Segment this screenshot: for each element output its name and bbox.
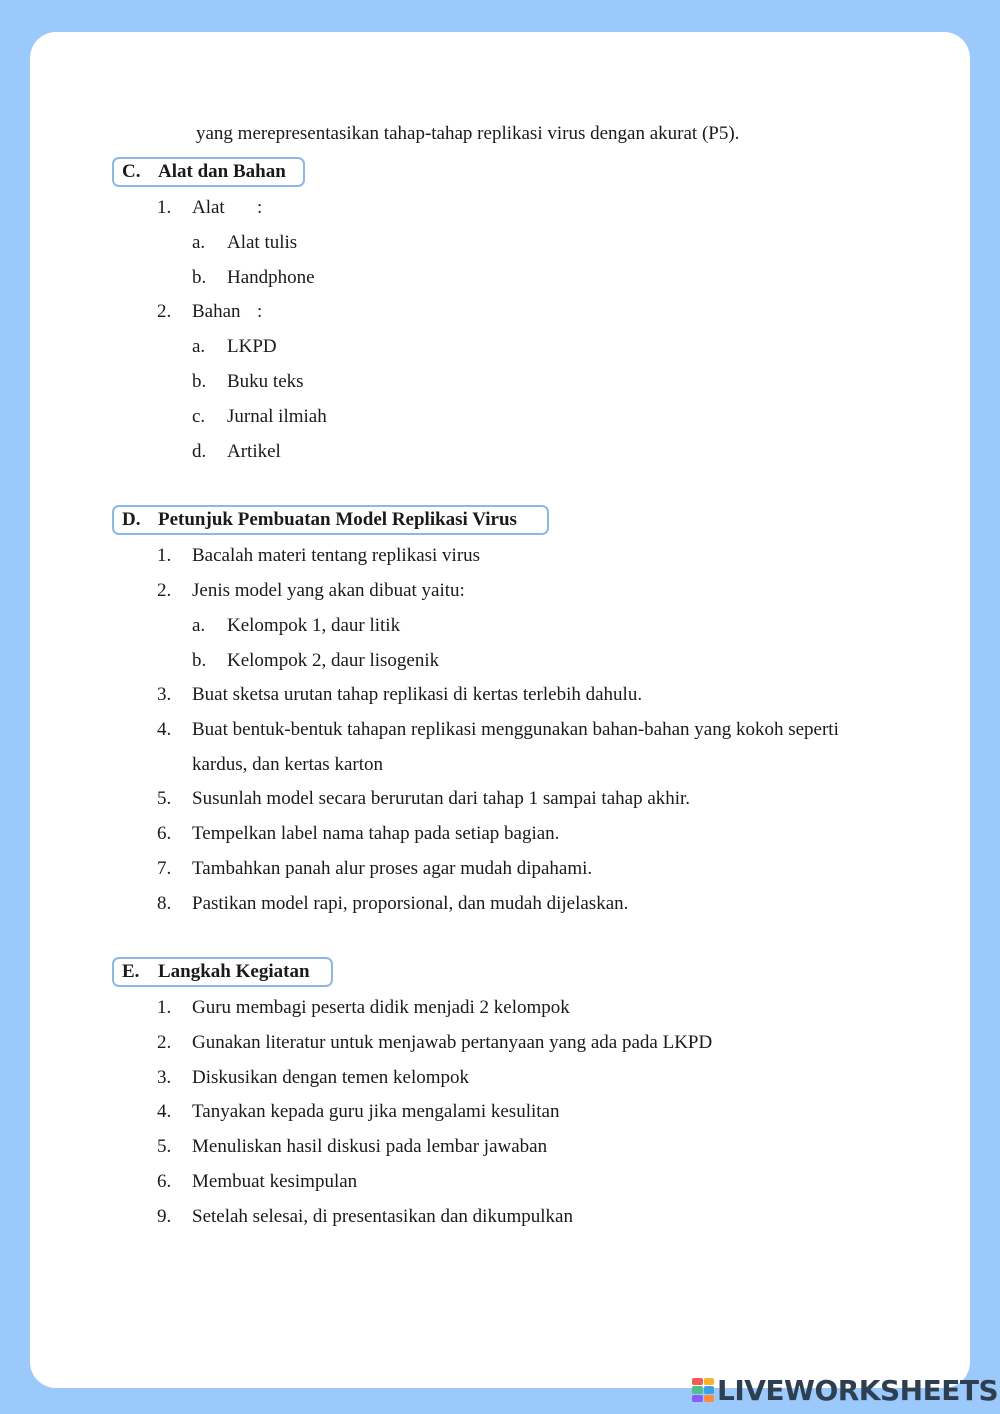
list-text: Buat sketsa urutan tahap replikasi di kertas terlebih dahulu. bbox=[192, 684, 643, 705]
sub-text: Jurnal ilmiah bbox=[227, 406, 327, 427]
group-label: Bahan bbox=[192, 301, 241, 322]
list-number: 1. bbox=[157, 197, 172, 218]
sub-text: Handphone bbox=[227, 267, 315, 288]
section-d-heading bbox=[112, 505, 549, 535]
list-number: 4. bbox=[157, 719, 172, 740]
section-c-heading bbox=[112, 157, 305, 187]
sub-letter: b. bbox=[192, 267, 207, 288]
list-text: Bacalah materi tentang replikasi virus bbox=[192, 545, 481, 566]
list-number: 9. bbox=[157, 1206, 172, 1227]
group-colon: : bbox=[257, 197, 263, 218]
list-text: Susunlah model secara berurutan dari tahap 1 sampai tahap akhir. bbox=[192, 788, 691, 809]
logo-block bbox=[692, 1395, 703, 1402]
section-e-title: Langkah Kegiatan bbox=[158, 961, 310, 982]
section-d-title: Petunjuk Pembuatan Model Replikasi Virus bbox=[158, 509, 517, 530]
sub-letter: b. bbox=[192, 371, 207, 392]
logo-block bbox=[704, 1378, 715, 1385]
list-number: 2. bbox=[157, 1032, 172, 1053]
list-text: Menuliskan hasil diskusi pada lembar jawaban bbox=[192, 1136, 548, 1157]
logo-block bbox=[704, 1395, 715, 1402]
list-number: 2. bbox=[157, 301, 172, 322]
list-number: 3. bbox=[157, 684, 172, 705]
list-text: Tempelkan label nama tahap pada setiap bagian. bbox=[192, 823, 560, 844]
list-number: 5. bbox=[157, 788, 172, 809]
list-text: Diskusikan dengan temen kelompok bbox=[192, 1067, 470, 1088]
list-text: Buat bentuk-bentuk tahapan replikasi menggunakan bahan-bahan yang kokoh seperti bbox=[192, 719, 839, 740]
section-e-heading bbox=[112, 957, 333, 987]
list-number: 5. bbox=[157, 1136, 172, 1157]
sub-text: Kelompok 2, daur lisogenik bbox=[227, 650, 440, 671]
liveworksheets-logo[interactable] bbox=[692, 1374, 998, 1406]
section-d-letter: D. bbox=[122, 509, 141, 530]
list-number: 1. bbox=[157, 545, 172, 566]
section-c-letter: C. bbox=[122, 161, 141, 182]
liveworksheets-logo-icon bbox=[692, 1378, 714, 1402]
group-colon: : bbox=[257, 301, 263, 322]
sub-letter: a. bbox=[192, 336, 206, 357]
sub-text: Alat tulis bbox=[227, 232, 298, 253]
logo-block bbox=[704, 1386, 715, 1393]
sub-letter: a. bbox=[192, 232, 206, 253]
list-text: Membuat kesimpulan bbox=[192, 1171, 358, 1192]
group-label: Alat bbox=[192, 197, 225, 218]
sub-text: Kelompok 1, daur litik bbox=[227, 615, 401, 636]
list-number: 4. bbox=[157, 1101, 172, 1122]
sub-letter: a. bbox=[192, 615, 206, 636]
sub-text: Artikel bbox=[227, 441, 281, 462]
sub-text: LKPD bbox=[227, 336, 277, 357]
list-text: Jenis model yang akan dibuat yaitu: bbox=[192, 580, 465, 601]
section-e-letter: E. bbox=[122, 961, 140, 982]
list-text: Tambahkan panah alur proses agar mudah dipahami. bbox=[192, 858, 593, 879]
sub-letter: b. bbox=[192, 650, 207, 671]
list-item-continuation: kardus, dan kertas karton bbox=[192, 754, 383, 775]
list-number: 6. bbox=[157, 1171, 172, 1192]
sub-text: Buku teks bbox=[227, 371, 304, 392]
list-number: 8. bbox=[157, 893, 172, 914]
list-number: 3. bbox=[157, 1067, 172, 1088]
sub-letter: c. bbox=[192, 406, 206, 427]
section-c-title: Alat dan Bahan bbox=[158, 161, 286, 182]
logo-block bbox=[692, 1386, 703, 1393]
list-text: Gunakan literatur untuk menjawab pertanyaan yang ada pada LKPD bbox=[192, 1032, 713, 1053]
logo-text: LIVEWORKSHEETS bbox=[717, 1373, 999, 1407]
intro-line: yang merepresentasikan tahap-tahap replikasi virus dengan akurat (P5). bbox=[196, 123, 740, 144]
logo-block bbox=[692, 1378, 703, 1385]
list-number: 1. bbox=[157, 997, 172, 1018]
list-number: 2. bbox=[157, 580, 172, 601]
list-text: Pastikan model rapi, proporsional, dan mudah dijelaskan. bbox=[192, 893, 629, 914]
list-number: 6. bbox=[157, 823, 172, 844]
list-number: 7. bbox=[157, 858, 172, 879]
list-text: Tanyakan kepada guru jika mengalami kesulitan bbox=[192, 1101, 560, 1122]
list-text: Guru membagi peserta didik menjadi 2 kelompok bbox=[192, 997, 570, 1018]
sub-letter: d. bbox=[192, 441, 207, 462]
list-text: Setelah selesai, di presentasikan dan dikumpulkan bbox=[192, 1206, 573, 1227]
